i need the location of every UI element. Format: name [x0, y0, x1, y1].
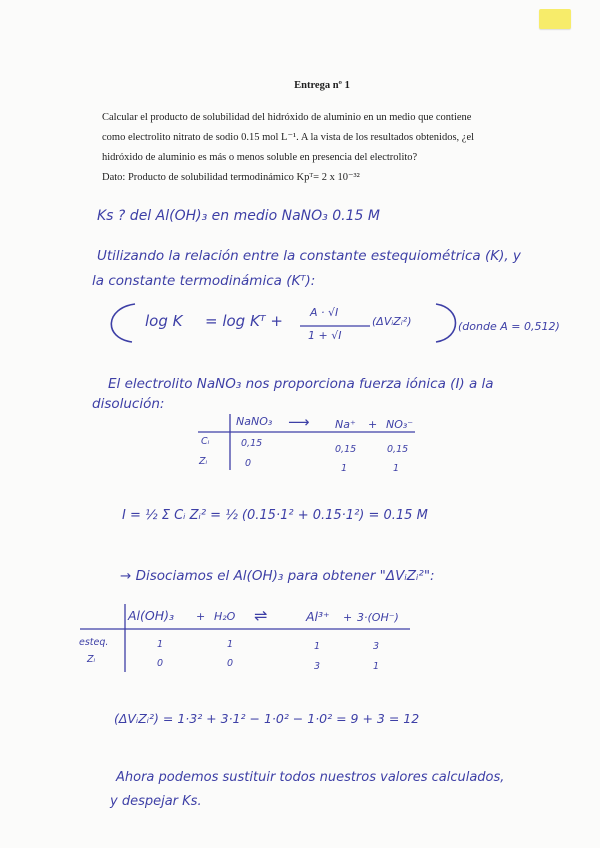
table1-product-2: NO₃⁻: [386, 418, 414, 431]
formula-numerator: A · √I: [310, 306, 339, 319]
table1-product-1: Na⁺: [335, 418, 356, 431]
formula-left-bracket: [111, 304, 135, 342]
table1-c-product-2: 0,15: [387, 444, 409, 455]
table2-row-z-label: Zᵢ: [87, 654, 96, 665]
table2-v-2: 1: [227, 639, 234, 650]
table2-product-1: Al³⁺: [306, 609, 330, 624]
table2-row-v-label: esteq.: [79, 637, 109, 648]
table1-plus: +: [368, 418, 378, 431]
statement-line-2: como electrolito nitrato de sodio 0.15 mol L⁻¹. A la vista de los resultados obtenidos, ¿el: [102, 132, 475, 143]
table1-c-product-1: 0,15: [335, 444, 357, 455]
formula-rhs: = log Kᵀ +: [205, 312, 283, 330]
formula-factor: (ΔVᵢZᵢ²): [372, 315, 412, 328]
table1-arrow: ⟶: [288, 413, 310, 431]
table2-v-4: 3: [373, 641, 380, 652]
table1-z-reactant: 0: [245, 458, 252, 469]
table2-plus-2: +: [343, 611, 353, 624]
electrolyte-line-2: disolución:: [92, 396, 165, 412]
table2-z-3: 3: [314, 661, 321, 672]
statement-line-1: Calcular el producto de solubilidad del hidróxido de aluminio en un medio que contiene: [102, 112, 472, 123]
formula-denominator: 1 + √I: [308, 329, 342, 342]
table2-arrow: ⇌: [254, 606, 268, 625]
statement-line-3: hidróxido de aluminio es más o menos soluble en presencia del electrolito?: [102, 152, 418, 163]
table2-plus-1: +: [196, 610, 206, 623]
statement-line-4: Dato: Producto de solubilidad termodinámico Kpᵀ= 2 x 10⁻³²: [102, 172, 360, 183]
table2-v-3: 1: [314, 641, 321, 652]
closing-line-1: Ahora podemos sustituir todos nuestros valores calculados,: [116, 770, 505, 785]
formula-note: (donde A = 0,512): [458, 320, 560, 333]
electrolyte-line-1: El electrolito NaNO₃ nos proporciona fuerza iónica (I) a la: [108, 376, 494, 392]
table1-z-product-1: 1: [341, 463, 348, 474]
table1-reactant: NaNO₃: [236, 415, 273, 428]
sum-calculation: (ΔVᵢZᵢ²) = 1·3² + 3·1² − 1·0² − 1·0² = 9 + 3 = 12: [114, 711, 420, 726]
table2-v-1: 1: [157, 639, 164, 650]
table2-z-1: 0: [157, 658, 164, 669]
table2-z-4: 1: [373, 661, 380, 672]
table2-water: H₂O: [214, 610, 236, 623]
formula-right-bracket: [436, 304, 456, 342]
question-line: Ks ? del Al(OH)₃ en medio NaNO₃ 0.15 M: [97, 208, 380, 224]
table1-row-z-label: Zᵢ: [199, 456, 208, 467]
formula-lhs: log K: [145, 312, 183, 330]
table2-product-2: 3·(OH⁻): [357, 611, 399, 624]
table1-row-c-label: Cᵢ: [201, 436, 210, 447]
table2-reactant: Al(OH)₃: [128, 608, 175, 623]
exercise-heading: Entrega nº 1: [294, 80, 350, 91]
ionic-strength-equation: I = ½ Σ Cᵢ Zᵢ² = ½ (0.15·1² + 0.15·1²) = 0.15 M: [122, 508, 428, 523]
table2-z-2: 0: [227, 658, 234, 669]
table1-z-product-2: 1: [393, 463, 400, 474]
table1-c-reactant: 0,15: [241, 438, 263, 449]
dissociation-line: → Disociamos el Al(OH)₃ para obtener "ΔVᵢZᵢ²":: [120, 568, 435, 584]
closing-line-2: y despejar Ks.: [110, 794, 202, 809]
intro-line-1: Utilizando la relación entre la constante estequiométrica (K), y: [97, 248, 521, 264]
intro-line-2: la constante termodinámica (Kᵀ):: [92, 273, 316, 289]
